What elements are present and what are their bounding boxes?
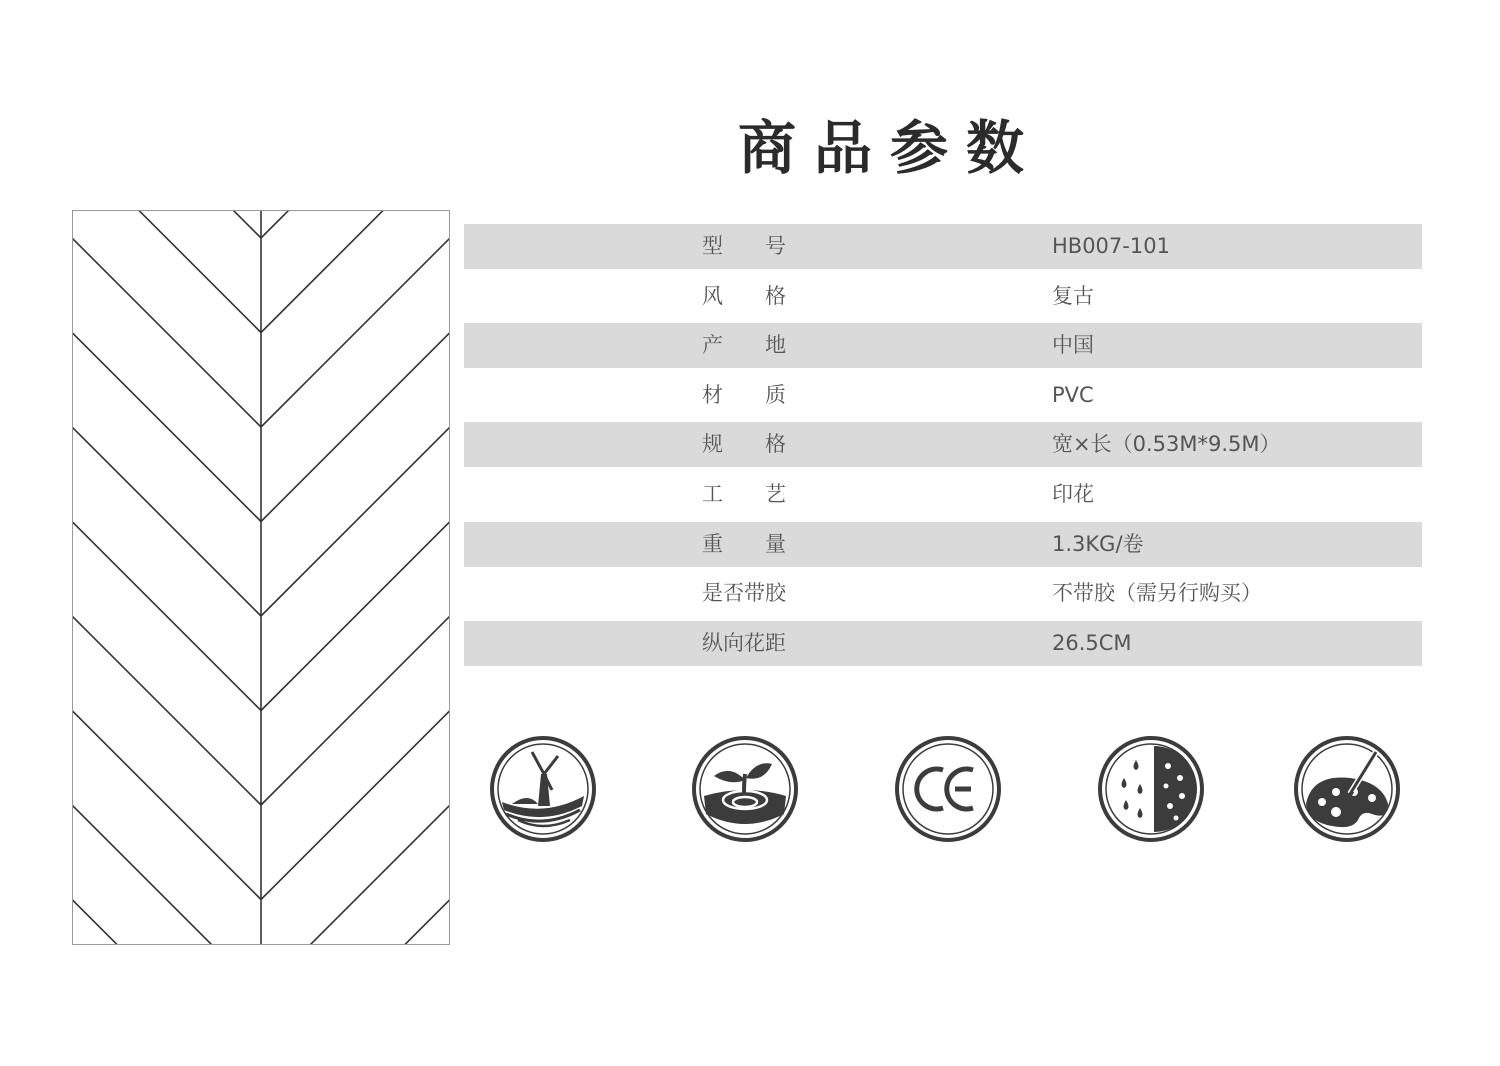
- param-label: 型 号: [702, 234, 786, 258]
- param-value: HB007-101: [1052, 234, 1170, 258]
- page-title: 商品参数: [737, 114, 1042, 182]
- sprout-icon: [690, 734, 800, 844]
- pattern-preview: [72, 210, 450, 945]
- table-row: [464, 522, 1422, 567]
- param-value: 中国: [1052, 333, 1094, 358]
- param-value: 复古: [1052, 283, 1094, 308]
- table-row: [464, 224, 1422, 269]
- param-value: 宽×长（0.53M*9.5M）: [1052, 432, 1281, 457]
- table-row: [464, 274, 1422, 319]
- param-value: PVC: [1052, 382, 1094, 407]
- param-value: 26.5CM: [1052, 630, 1132, 655]
- ce-mark-icon: [893, 734, 1003, 844]
- param-label: 重 量: [702, 531, 786, 556]
- table-row: [464, 422, 1422, 467]
- table-row: [464, 323, 1422, 368]
- windmill-boat-icon: [488, 734, 598, 844]
- param-label: 工 艺: [702, 481, 786, 506]
- chevron-pattern-image: [72, 210, 450, 945]
- params-table: [464, 224, 1422, 670]
- table-row: [464, 472, 1422, 517]
- param-label: 规 格: [702, 432, 786, 457]
- table-row: [464, 571, 1422, 616]
- table-row: [464, 373, 1422, 418]
- param-value: 印花: [1052, 481, 1094, 506]
- param-label: 材 质: [702, 382, 786, 407]
- param-label: 是否带胶: [702, 581, 786, 606]
- param-value: 1.3KG/卷: [1052, 531, 1144, 556]
- param-label: 纵向花距: [702, 630, 786, 655]
- table-row: [464, 621, 1422, 666]
- param-label: 产 地: [702, 333, 786, 358]
- param-value: 不带胶（需另行购买）: [1052, 581, 1262, 606]
- param-label: 风 格: [702, 283, 786, 308]
- paint-palette-icon: [1292, 734, 1402, 844]
- waterproof-icon: [1096, 734, 1206, 844]
